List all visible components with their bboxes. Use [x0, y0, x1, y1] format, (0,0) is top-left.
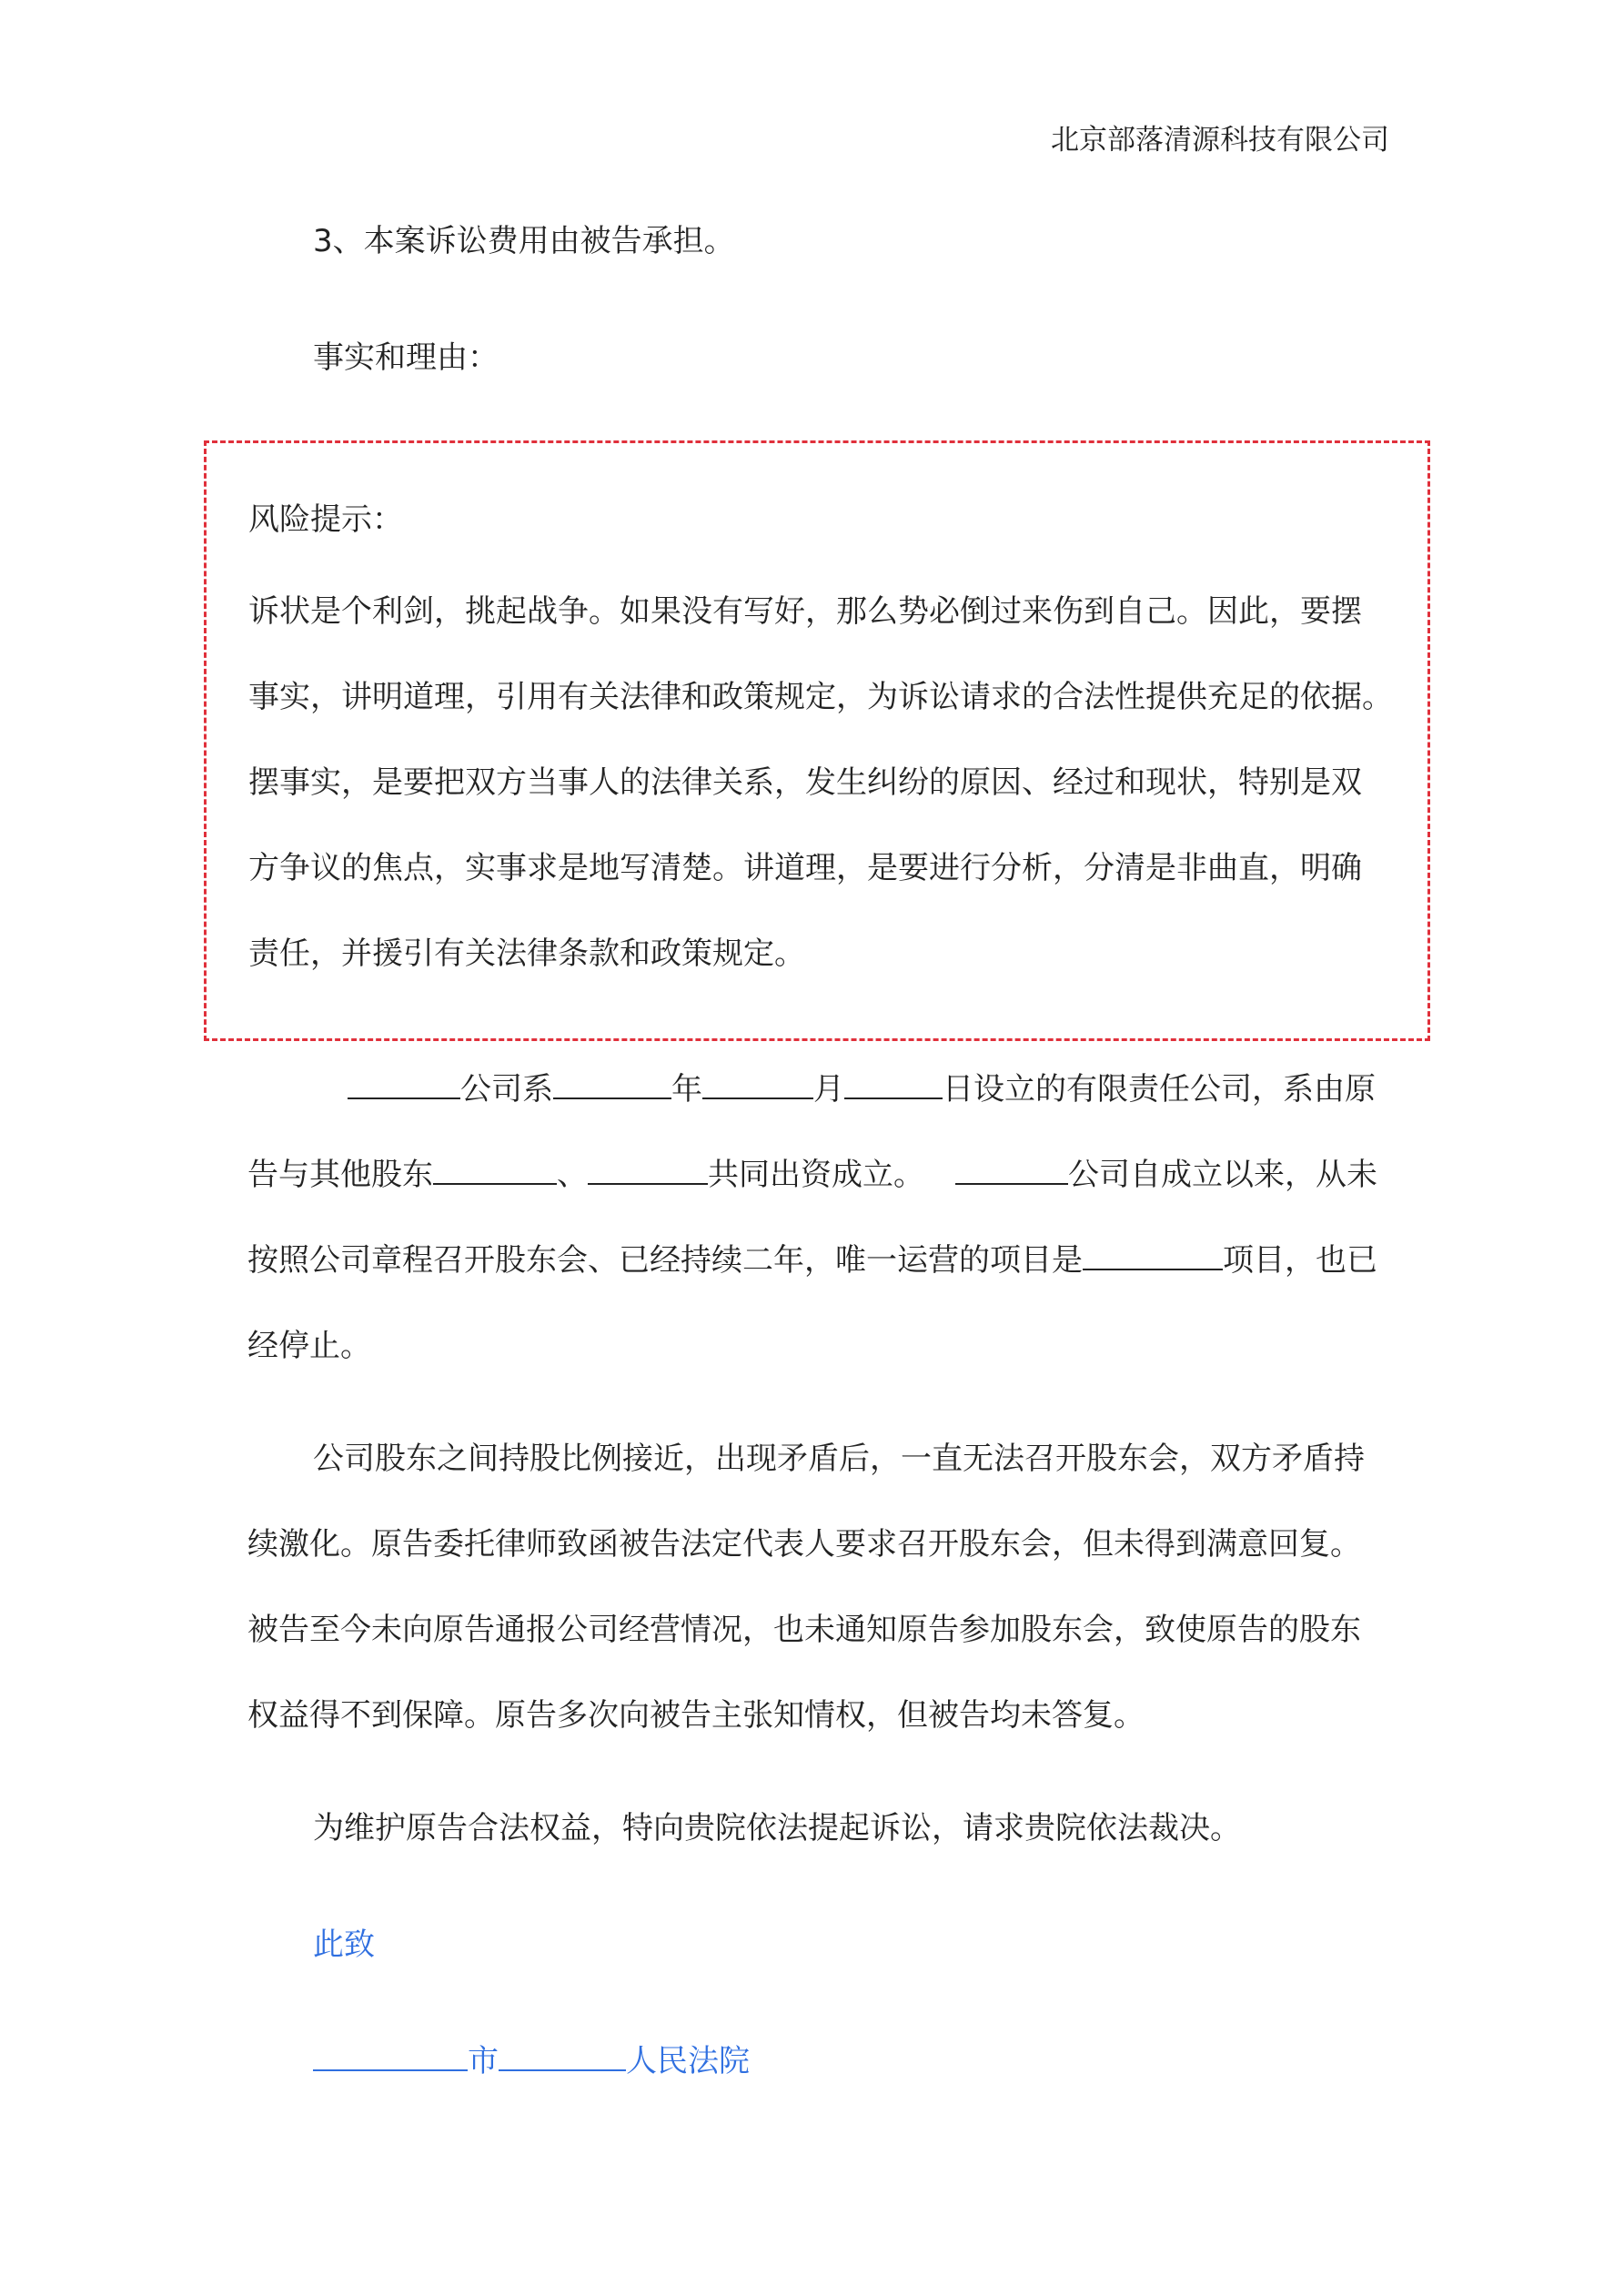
facts-heading: 事实和理由： [313, 339, 499, 376]
risk-tip-body [248, 569, 1395, 996]
closing-salutation: 此致 [313, 1927, 375, 1963]
blank-shareholder-2[interactable] [588, 1156, 708, 1185]
risk-tip-line: 事实，讲明道理，引用有关法律和政策规定，为诉讼请求的合法性提供充足的依据。 [248, 679, 1393, 715]
facts-paragraph-2 [247, 1416, 1389, 1758]
text-segment: 年 [671, 1071, 702, 1108]
facts-line [247, 1047, 1389, 1132]
claim-item-3: 3、本案诉讼费用由被告承担。 [313, 223, 735, 259]
facts-line [247, 1218, 1389, 1303]
blank-shareholder-1[interactable] [433, 1156, 557, 1185]
court-address-line [247, 2018, 1455, 2104]
header-company-name: 北京部落清源科技有限公司 [1051, 124, 1389, 157]
risk-tip-line: 摆事实，是要把双方当事人的法律关系，发生纠纷的原因、经过和现状，特别是双 [248, 764, 1362, 801]
text-segment: 公司自成立以来，从未 [1068, 1157, 1377, 1193]
risk-tip-title: 风险提示： [248, 501, 403, 538]
risk-tip-line: 责任，并援引有关法律条款和政策规定。 [248, 936, 805, 972]
blank-day[interactable] [844, 1070, 943, 1099]
blank-year[interactable] [553, 1070, 671, 1099]
risk-tip-line: 诉状是个利剑，挑起战争。如果没有写好，那么势必倒过来伤到自己。因此，要摆 [248, 593, 1362, 630]
text-segment: 告与其他股东 [247, 1157, 433, 1193]
risk-tip-box [204, 440, 1430, 1041]
blank-court-city[interactable] [313, 2042, 468, 2071]
text-segment: 人民法院 [626, 2043, 750, 2079]
text-segment: 日设立的有限责任公司，系由原 [943, 1071, 1376, 1108]
blank-company-name[interactable] [348, 1070, 460, 1099]
blank-month[interactable] [702, 1070, 813, 1099]
text-segment: 、 [557, 1157, 588, 1193]
conclusion-paragraph: 为维护原告合法权益，特向贵院依法提起诉讼，请求贵院依法裁决。 [313, 1810, 1241, 1846]
facts-paragraph-1 [247, 1047, 1389, 1389]
facts-line: 权益得不到保障。原告多次向被告主张知情权，但被告均未答复。 [247, 1697, 1145, 1734]
text-segment: 公司系 [460, 1071, 553, 1108]
text-segment: 月 [813, 1071, 844, 1108]
text-segment: 市 [468, 2043, 499, 2079]
facts-line: 被告至今未向原告通报公司经营情况，也未通知原告参加股东会，致使原告的股东 [247, 1612, 1361, 1648]
text-segment: 项目，也已 [1223, 1242, 1377, 1279]
text-segment: 按照公司章程召开股东会、已经持续二年，唯一运营的项目是 [247, 1242, 1083, 1279]
risk-tip-line: 方争议的焦点，实事求是地写清楚。讲道理，是要进行分析，分清是非曲直，明确 [248, 850, 1362, 886]
facts-line [247, 1132, 1389, 1218]
text-segment: 共同出资成立。 [708, 1157, 924, 1193]
facts-line: 续激化。原告委托律师致函被告法定代表人要求召开股东会，但未得到满意回复。 [247, 1526, 1361, 1563]
blank-project-name[interactable] [1083, 1241, 1223, 1270]
facts-line: 公司股东之间持股比例接近，出现矛盾后，一直无法召开股东会，双方矛盾持 [313, 1441, 1365, 1477]
blank-court-district[interactable] [499, 2042, 626, 2071]
facts-line: 经停止。 [247, 1328, 371, 1364]
blank-company-name-2[interactable] [955, 1156, 1068, 1185]
